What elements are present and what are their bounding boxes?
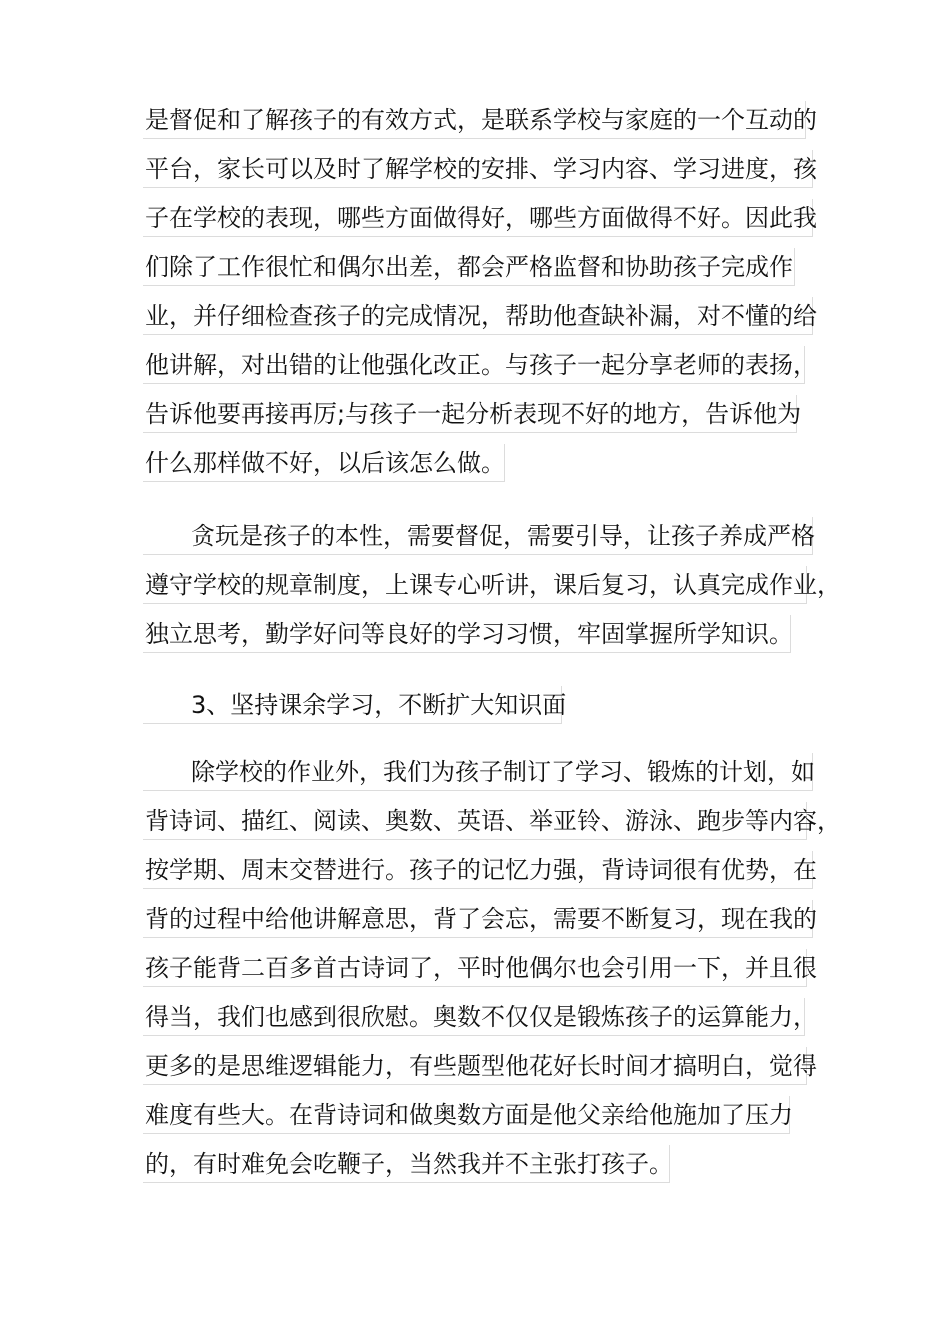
paragraph-4-line-7: 更多的是思维逻辑能力，有些题型他花好长时间才搞明白，觉得: [143, 1047, 807, 1085]
paragraph-1-line-6: 他讲解，对出错的让他强化改正。与孩子一起分享老师的表扬，: [143, 346, 805, 384]
paragraph-4-line-4: 背的过程中给他讲解意思，背了会忘，需要不断复习，现在我的: [143, 900, 813, 938]
paragraph-4-line-5: 孩子能背二百多首古诗词了，平时他偶尔也会引用一下，并且很: [143, 949, 807, 987]
paragraph-2-line-2: 遵守学校的规章制度，上课专心听讲，课后复习，认真完成作业，: [143, 566, 807, 604]
paragraph-1-line-8: 什么那样做不好，以后该怎么做。: [143, 444, 505, 482]
paragraph-1-line-5: 业，并仔细检查孩子的完成情况，帮助他查缺补漏，对不懂的给: [143, 297, 813, 335]
paragraph-1-line-7: 告诉他要再接再厉;与孩子一起分析表现不好的地方，告诉他为: [143, 395, 797, 433]
paragraph-4-line-9: 的，有时难免会吃鞭子，当然我并不主张打孩子。: [143, 1145, 670, 1183]
paragraph-1-line-4: 们除了工作很忙和偶尔出差，都会严格监督和协助孩子完成作: [143, 248, 795, 286]
paragraph-4-line-3: 按学期、周末交替进行。孩子的记忆力强，背诗词很有优势，在: [143, 851, 813, 889]
paragraph-1-line-2: 平台，家长可以及时了解学校的安排、学习内容、学习进度，孩: [143, 150, 813, 188]
paragraph-2-line-3: 独立思考，勤学好问等良好的学习习惯，牢固掌握所学知识。: [143, 615, 791, 653]
paragraph-4-line-6: 得当，我们也感到很欣慰。奥数不仅仅是锻炼孩子的运算能力，: [143, 998, 805, 1036]
paragraph-4-line-2: 背诗词、描红、阅读、奥数、英语、举亚铃、游泳、跑步等内容，: [143, 802, 807, 840]
paragraph-4-line-8: 难度有些大。在背诗词和做奥数方面是他父亲给他施加了压力: [143, 1096, 790, 1134]
paragraph-2-line-1: 贪玩是孩子的本性，需要督促，需要引导，让孩子养成严格: [143, 517, 813, 555]
paragraph-1-line-3: 子在学校的表现，哪些方面做得好，哪些方面做得不好。因此我: [143, 199, 813, 237]
paragraph-4-line-1: 除学校的作业外，我们为孩子制订了学习、锻炼的计划，如: [143, 753, 813, 791]
paragraph-1-line-1: 是督促和了解孩子的有效方式，是联系学校与家庭的一个互动的: [143, 101, 806, 139]
section-heading: 3、坚持课余学习，不断扩大知识面: [143, 686, 562, 724]
